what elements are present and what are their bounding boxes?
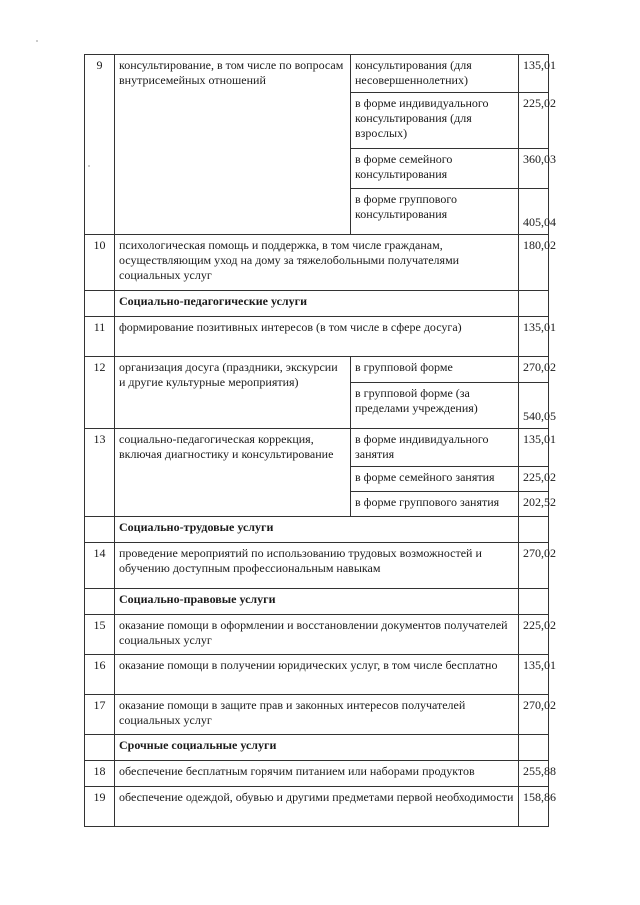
service-name: оказание помощи в защите прав и законных интересов получателей социальных услуг (115, 695, 519, 735)
table-row-15 (85, 615, 549, 655)
table-row-18 (85, 761, 549, 787)
service-form: в форме группового занятия (351, 492, 519, 517)
scan-speck (36, 40, 38, 42)
section-heading: Социально-педагогические услуги (115, 291, 519, 317)
section-heading: Социально-трудовые услуги (115, 517, 519, 543)
service-form: консультирования (для несовершеннолетних) (351, 55, 519, 93)
table-row-14 (85, 543, 549, 589)
row-number: 18 (85, 761, 115, 787)
table-row-12 (85, 357, 549, 383)
row-number: 11 (85, 317, 115, 357)
service-price: 270,02 (519, 357, 549, 383)
row-number: 13 (85, 429, 115, 517)
service-price: 225,02 (519, 467, 549, 492)
service-name: психологическая помощь и поддержка, в том числе гражданам, осуществляющим уход на дому за тяжелобольными получателями социальных услуг (115, 235, 519, 291)
service-price: 540,05 (519, 383, 549, 429)
tariff-table (84, 54, 556, 827)
service-form: в форме индивидуального занятия (351, 429, 519, 467)
service-form: в групповой форме (351, 357, 519, 383)
service-price: 180,02 (519, 235, 549, 291)
row-number: 14 (85, 543, 115, 589)
section-heading: Срочные социальные услуги (115, 735, 519, 761)
service-price: 202,52 (519, 492, 549, 517)
table-row-16 (85, 655, 549, 695)
service-name: организация досуга (праздники, экскурсии и другие культурные мероприятия) (115, 357, 351, 429)
service-name: проведение мероприятий по использованию трудовых возможностей и обучению доступным профессиональным навыкам (115, 543, 519, 589)
service-price: 225,02 (519, 615, 549, 655)
service-price: 225,02 (519, 93, 549, 149)
section-row (85, 735, 549, 761)
table-row-9 (85, 55, 549, 93)
service-form: в групповой форме (за пределами учреждения) (351, 383, 519, 429)
section-row (85, 291, 549, 317)
service-name: консультирование, в том числе по вопросам внутрисемейных отношений (115, 55, 351, 235)
service-name: социально-педагогическая коррекция, включая диагностику и консультирование (115, 429, 351, 517)
service-price: 255,88 (519, 761, 549, 787)
table-row-10 (85, 235, 549, 291)
service-price: 270,02 (519, 695, 549, 735)
section-heading: Социально-правовые услуги (115, 589, 519, 615)
service-price: 360,03 (519, 149, 549, 189)
row-number: 12 (85, 357, 115, 429)
service-form: в форме семейного консультирования (351, 149, 519, 189)
service-price: 270,02 (519, 543, 549, 589)
service-form: в форме группового консультирования (351, 189, 519, 235)
service-name: оказание помощи в оформлении и восстановлении документов получателей социальных услуг (115, 615, 519, 655)
service-price: 135,01 (519, 55, 549, 93)
service-form: в форме индивидуального консультирования (для взрослых) (351, 93, 519, 149)
table-row-17 (85, 695, 549, 735)
row-number: 19 (85, 787, 115, 827)
row-number: 9 (85, 55, 115, 235)
table-row-19 (85, 787, 549, 827)
row-number: 17 (85, 695, 115, 735)
service-name: формирование позитивных интересов (в том числе в сфере досуга) (115, 317, 519, 357)
table-row-13 (85, 429, 549, 467)
row-number: 16 (85, 655, 115, 695)
table-row-11 (85, 317, 549, 357)
service-name: обеспечение бесплатным горячим питанием или наборами продуктов (115, 761, 519, 787)
section-row (85, 589, 549, 615)
service-price: 135,01 (519, 429, 549, 467)
row-number: 10 (85, 235, 115, 291)
service-price: 135,01 (519, 655, 549, 695)
row-number: 15 (85, 615, 115, 655)
service-price: 405,04 (519, 189, 549, 235)
service-price: 158,86 (519, 787, 549, 827)
service-form: в форме семейного занятия (351, 467, 519, 492)
section-row (85, 517, 549, 543)
service-name: оказание помощи в получении юридических услуг, в том числе бесплатно (115, 655, 519, 695)
service-price: 135,01 (519, 317, 549, 357)
service-name: обеспечение одеждой, обувью и другими предметами первой необходимости (115, 787, 519, 827)
